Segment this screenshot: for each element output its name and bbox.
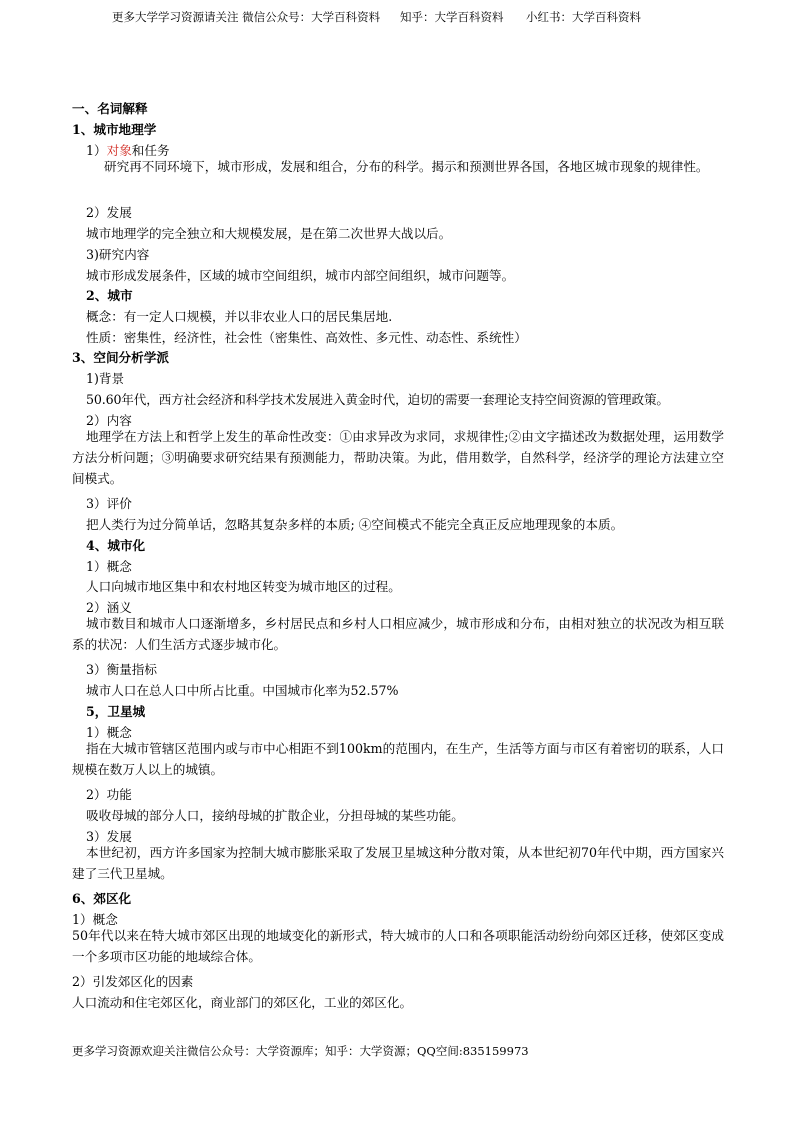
page-footer: 更多学习资源欢迎关注微信公众号：大学资源库；知乎：大学资源；QQ空间:835159973	[72, 1044, 529, 1058]
subheading-function: 2）功能	[86, 787, 132, 802]
section-title: 一、名词解释	[72, 101, 148, 116]
paragraph-object-task: 研究再不同环境下，城市形成，发展和组合，分布的科学。揭示和预测世界各国，各地区城市现象的规律性。	[104, 159, 709, 174]
heading-urbanization: 4、城市化	[86, 538, 146, 553]
subheading-satellite-development: 3）发展	[86, 829, 132, 844]
paragraph-content: 地理学在方法上和哲学上发生的革命性改变：①由求异改为求同，求规律性;②由文字描述改为数据处理，运用数学方法分析问题；③明确要求研究结果有预测能力，帮助决策。为此，借用数学，自然科学，经济学的理论方法建立空间模式。	[72, 429, 724, 486]
subheading-suburbanization-factors: 2）引发郊区化的因素	[72, 974, 194, 989]
heading-city: 2、城市	[86, 288, 133, 303]
subheading-suburbanization-concept: 1）概念	[72, 912, 118, 927]
paragraph-satellite-development: 本世纪初，西方许多国家为控制大城市膨胀采取了发展卫星城这种分散对策，从本世纪初70年代中期，西方国家兴建了三代卫星城。	[72, 845, 724, 881]
heading-suburbanization: 6、郊区化	[72, 891, 132, 906]
paragraph-indicator: 城市人口在总人口中所占比重。中国城市化率为52.57%	[86, 683, 399, 698]
subheading-research-content: 3)研究内容	[86, 247, 150, 262]
subheading-urbanization-concept: 1）概念	[86, 559, 132, 574]
subheading-satellite-concept: 1）概念	[86, 725, 132, 740]
subheading-development: 2）发展	[86, 205, 132, 220]
subheading-indicator: 3）衡量指标	[86, 662, 157, 677]
paragraph-suburbanization-concept: 50年代以来在特大城市郊区出现的地域变化的新形式，特大城市的人口和各项职能活动纷纷向郊区迁移，使郊区变成一个多项市区功能的地域综合体。	[72, 928, 724, 964]
paragraph-meaning: 城市数目和城市人口逐渐增多，乡村居民点和乡村人口相应减少，城市形成和分布，由相对独立的状况改为相互联系的状况：人们生活方式逐步城市化。	[72, 616, 724, 652]
subheading-background: 1)背景	[86, 371, 125, 386]
subheading-evaluation: 3）评价	[86, 496, 132, 511]
heading-urban-geography: 1、城市地理学	[72, 122, 157, 137]
subheading-prefix: 1）	[86, 143, 107, 158]
paragraph-background: 50.60年代，西方社会经济和科学技术发展进入黄金时代，迫切的需要一套理论支持空间资源的管理政策。	[86, 392, 669, 407]
highlighted-term: 对象	[106, 143, 132, 158]
paragraph-satellite-concept: 指在大城市管辖区范围内或与市中心相距不到100km的范围内，在生产，生活等方面与市区有着密切的联系，人口规模在数万人以上的城镇。	[72, 741, 724, 777]
paragraph-development: 城市地理学的完全独立和大规模发展，是在第二次世界大战以后。	[86, 226, 452, 241]
paragraph-urbanization-concept: 人口向城市地区集中和农村地区转变为城市地区的过程。	[86, 579, 401, 594]
paragraph-suburbanization-factors: 人口流动和住宅郊区化，商业部门的郊区化，工业的郊区化。	[72, 995, 413, 1010]
header-zhihu-note: 知乎：大学百科资料	[400, 10, 504, 24]
paragraph-function: 吸收母城的部分人口，接纳母城的扩散企业，分担母城的某些功能。	[86, 808, 464, 823]
paragraph-city-concept: 概念：有一定人口规模，并以非农业人口的居民集居地.	[86, 309, 393, 324]
heading-spatial-analysis: 3、空间分析学派	[72, 350, 169, 365]
subheading-meaning: 2）涵义	[86, 600, 132, 615]
paragraph-evaluation: 把人类行为过分简单话，忽略其复杂多样的本质; ④空间模式不能完全真正反应地理现象的本质。	[86, 517, 624, 532]
subheading-content: 2）内容	[86, 413, 132, 428]
paragraph-research-content: 城市形成发展条件，区域的城市空间组织，城市内部空间组织，城市问题等。	[86, 268, 515, 283]
paragraph-city-nature: 性质：密集性，经济性，社会性（密集性、高效性、多元性、动态性、系统性）	[86, 330, 527, 345]
header-wechat-note: 更多大学学习资源请关注 微信公众号：大学百科资料	[112, 10, 381, 24]
heading-satellite-city: 5，卫星城	[86, 704, 146, 719]
subheading-rest: 和任务	[131, 143, 170, 158]
header-xiaohongshu-note: 小红书：大学百科资料	[526, 10, 641, 24]
